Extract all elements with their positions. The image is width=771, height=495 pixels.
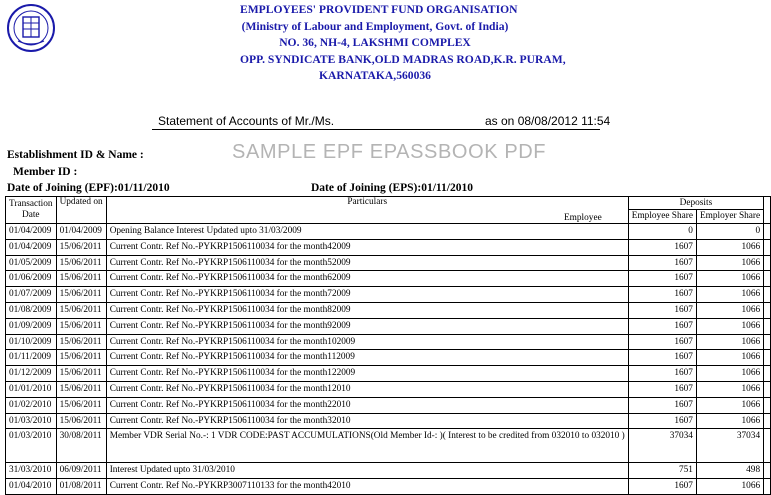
cell-updated-on: 15/06/2011: [56, 334, 106, 350]
cell-extra: [764, 429, 771, 463]
cell-extra: [764, 366, 771, 382]
col-particulars: Particulars: [106, 197, 628, 224]
table-row: [6, 302, 771, 318]
table-row: [6, 334, 771, 350]
cell-employee-share: 1607: [628, 397, 696, 413]
cell-employee-share: 1607: [628, 302, 696, 318]
cell-employer-share: 1066: [696, 366, 763, 382]
cell-employee-share: 37034: [628, 429, 696, 463]
cell-updated-on: 15/06/2011: [56, 271, 106, 287]
cell-updated-on: 15/06/2011: [56, 350, 106, 366]
cell-employer-share: 1066: [696, 255, 763, 271]
cell-transaction-date: 01/08/2009: [6, 302, 57, 318]
col-employee-share: Employee Share: [628, 210, 696, 224]
cell-employee-share: 1607: [628, 287, 696, 303]
cell-employee-share: 1607: [628, 239, 696, 255]
cell-extra: [764, 302, 771, 318]
cell-employee-share: 1607: [628, 366, 696, 382]
cell-employer-share: 37034: [696, 429, 763, 463]
cell-updated-on: 15/06/2011: [56, 255, 106, 271]
cell-transaction-date: 01/04/2010: [6, 479, 57, 495]
cell-employee-share: 1607: [628, 479, 696, 495]
cell-employer-share: 498: [696, 463, 763, 479]
cell-transaction-date: 01/09/2009: [6, 318, 57, 334]
cell-particulars: Current Contr. Ref No.-PYKRP1506110034 for the month122009: [106, 366, 628, 382]
table-row: [6, 318, 771, 334]
cell-extra: [764, 271, 771, 287]
cell-particulars: Current Contr. Ref No.-PYKRP1506110034 for the month52009: [106, 255, 628, 271]
cell-extra: [764, 287, 771, 303]
doj-epf: Date of Joining (EPF):01/11/2010: [7, 182, 170, 194]
cell-employee-share: 751: [628, 463, 696, 479]
cell-transaction-date: 01/03/2010: [6, 429, 57, 463]
cell-transaction-date: 01/04/2009: [6, 239, 57, 255]
table-row: [6, 239, 771, 255]
cell-updated-on: 01/08/2011: [56, 479, 106, 495]
cell-employer-share: 1066: [696, 302, 763, 318]
cell-employee-share: 1607: [628, 271, 696, 287]
cell-extra: [764, 318, 771, 334]
cell-particulars: Current Contr. Ref No.-PYKRP1506110034 for the month12010: [106, 381, 628, 397]
cell-employee-share: 1607: [628, 334, 696, 350]
table-row: [6, 413, 771, 429]
cell-particulars: Member VDR Serial No.-: 1 VDR CODE:PAST ACCUMULATIONS(Old Member Id-: )( Interest to be credited from 032010 to 032010 ): [106, 429, 628, 463]
table-row: [6, 397, 771, 413]
table-row: [6, 224, 771, 240]
org-address-line-1: NO. 36, NH-4, LAKSHMI COMPLEX: [279, 36, 471, 50]
cell-employer-share: 1066: [696, 413, 763, 429]
cell-transaction-date: 01/01/2010: [6, 381, 57, 397]
cell-employer-share: 1066: [696, 381, 763, 397]
table-row: [6, 287, 771, 303]
cell-updated-on: 15/06/2011: [56, 302, 106, 318]
epfo-logo: [6, 3, 56, 53]
cell-particulars: Current Contr. Ref No.-PYKRP3007110133 for the month42010: [106, 479, 628, 495]
cell-extra: [764, 463, 771, 479]
header-divider: [152, 129, 600, 130]
cell-extra: [764, 350, 771, 366]
cell-extra: [764, 224, 771, 240]
cell-employee-share: 1607: [628, 255, 696, 271]
cell-particulars: Current Contr. Ref No.-PYKRP1506110034 for the month112009: [106, 350, 628, 366]
cell-particulars: Current Contr. Ref No.-PYKRP1506110034 for the month32010: [106, 413, 628, 429]
sample-watermark: SAMPLE EPF EPASSBOOK PDF: [232, 141, 547, 163]
table-row: [6, 463, 771, 479]
cell-transaction-date: 01/05/2009: [6, 255, 57, 271]
cell-particulars: Current Contr. Ref No.-PYKRP1506110034 for the month92009: [106, 318, 628, 334]
establishment-label: Establishment ID & Name :: [7, 149, 144, 161]
org-address-line-2: OPP. SYNDICATE BANK,OLD MADRAS ROAD,K.R. PURAM,: [240, 52, 566, 66]
cell-extra: [764, 255, 771, 271]
cell-employee-share: 1607: [628, 381, 696, 397]
cell-updated-on: 15/06/2011: [56, 413, 106, 429]
as-on-date: as on 08/08/2012 11:54: [485, 114, 611, 128]
col-transaction-date: Transaction Date: [6, 197, 57, 224]
cell-updated-on: 30/08/2011: [56, 429, 106, 463]
cell-employer-share: 0: [696, 224, 763, 240]
col-deposits: Deposits: [628, 197, 763, 210]
cell-transaction-date: 01/10/2009: [6, 334, 57, 350]
table-row: [6, 381, 771, 397]
cell-particulars: Current Contr. Ref No.-PYKRP1506110034 for the month42009: [106, 239, 628, 255]
table-row: [6, 271, 771, 287]
doj-eps: Date of Joining (EPS):01/11/2010: [311, 182, 473, 194]
cell-particulars: Interest Updated upto 31/03/2010: [106, 463, 628, 479]
cell-updated-on: 15/06/2011: [56, 239, 106, 255]
cell-employee-share: 1607: [628, 350, 696, 366]
cell-employer-share: 1066: [696, 397, 763, 413]
cell-transaction-date: 01/03/2010: [6, 413, 57, 429]
cell-transaction-date: 01/02/2010: [6, 397, 57, 413]
cell-transaction-date: 01/11/2009: [6, 350, 57, 366]
cell-employer-share: 1066: [696, 318, 763, 334]
cell-particulars: Current Contr. Ref No.-PYKRP1506110034 for the month102009: [106, 334, 628, 350]
col-extra-label: Employee: [564, 213, 602, 223]
col-updated-on: Updated on: [56, 197, 106, 224]
table-row: [6, 366, 771, 382]
cell-extra: [764, 479, 771, 495]
cell-employer-share: 1066: [696, 271, 763, 287]
cell-updated-on: 15/06/2011: [56, 318, 106, 334]
cell-employee-share: 0: [628, 224, 696, 240]
cell-particulars: Current Contr. Ref No.-PYKRP1506110034 for the month62009: [106, 271, 628, 287]
org-ministry: (Ministry of Labour and Employment, Govt. of India): [241, 19, 509, 33]
cell-employee-share: 1607: [628, 318, 696, 334]
cell-employer-share: 1066: [696, 479, 763, 495]
cell-employer-share: 1066: [696, 239, 763, 255]
org-address-line-3: KARNATAKA,560036: [319, 69, 431, 83]
cell-extra: [764, 413, 771, 429]
cell-transaction-date: 01/12/2009: [6, 366, 57, 382]
cell-employer-share: 1066: [696, 350, 763, 366]
cell-employer-share: 1066: [696, 287, 763, 303]
cell-particulars: Opening Balance Interest Updated upto 31/03/2009: [106, 224, 628, 240]
cell-updated-on: 01/04/2009: [56, 224, 106, 240]
cell-particulars: Current Contr. Ref No.-PYKRP1506110034 for the month72009: [106, 287, 628, 303]
cell-updated-on: 06/09/2011: [56, 463, 106, 479]
cell-extra: [764, 239, 771, 255]
cell-updated-on: 15/06/2011: [56, 287, 106, 303]
cell-updated-on: 15/06/2011: [56, 366, 106, 382]
member-id-label: Member ID :: [13, 166, 78, 178]
cell-transaction-date: 31/03/2010: [6, 463, 57, 479]
passbook-table: [5, 196, 771, 495]
statement-title: Statement of Accounts of Mr./Ms.: [158, 114, 335, 128]
cell-extra: [764, 397, 771, 413]
cell-updated-on: 15/06/2011: [56, 397, 106, 413]
org-name: EMPLOYEES' PROVIDENT FUND ORGANISATION: [240, 3, 518, 16]
cell-employer-share: 1066: [696, 334, 763, 350]
table-row: [6, 350, 771, 366]
cell-particulars: Current Contr. Ref No.-PYKRP1506110034 for the month82009: [106, 302, 628, 318]
cell-particulars: Current Contr. Ref No.-PYKRP1506110034 for the month22010: [106, 397, 628, 413]
col-extra: [764, 197, 771, 224]
table-row: [6, 255, 771, 271]
cell-transaction-date: 01/04/2009: [6, 224, 57, 240]
cell-extra: [764, 381, 771, 397]
cell-extra: [764, 334, 771, 350]
cell-employee-share: 1607: [628, 413, 696, 429]
organisation-header: [240, 2, 566, 85]
cell-updated-on: 15/06/2011: [56, 381, 106, 397]
col-employer-share: Employer Share: [696, 210, 763, 224]
cell-transaction-date: 01/07/2009: [6, 287, 57, 303]
table-row: [6, 479, 771, 495]
table-row: [6, 429, 771, 463]
cell-transaction-date: 01/06/2009: [6, 271, 57, 287]
